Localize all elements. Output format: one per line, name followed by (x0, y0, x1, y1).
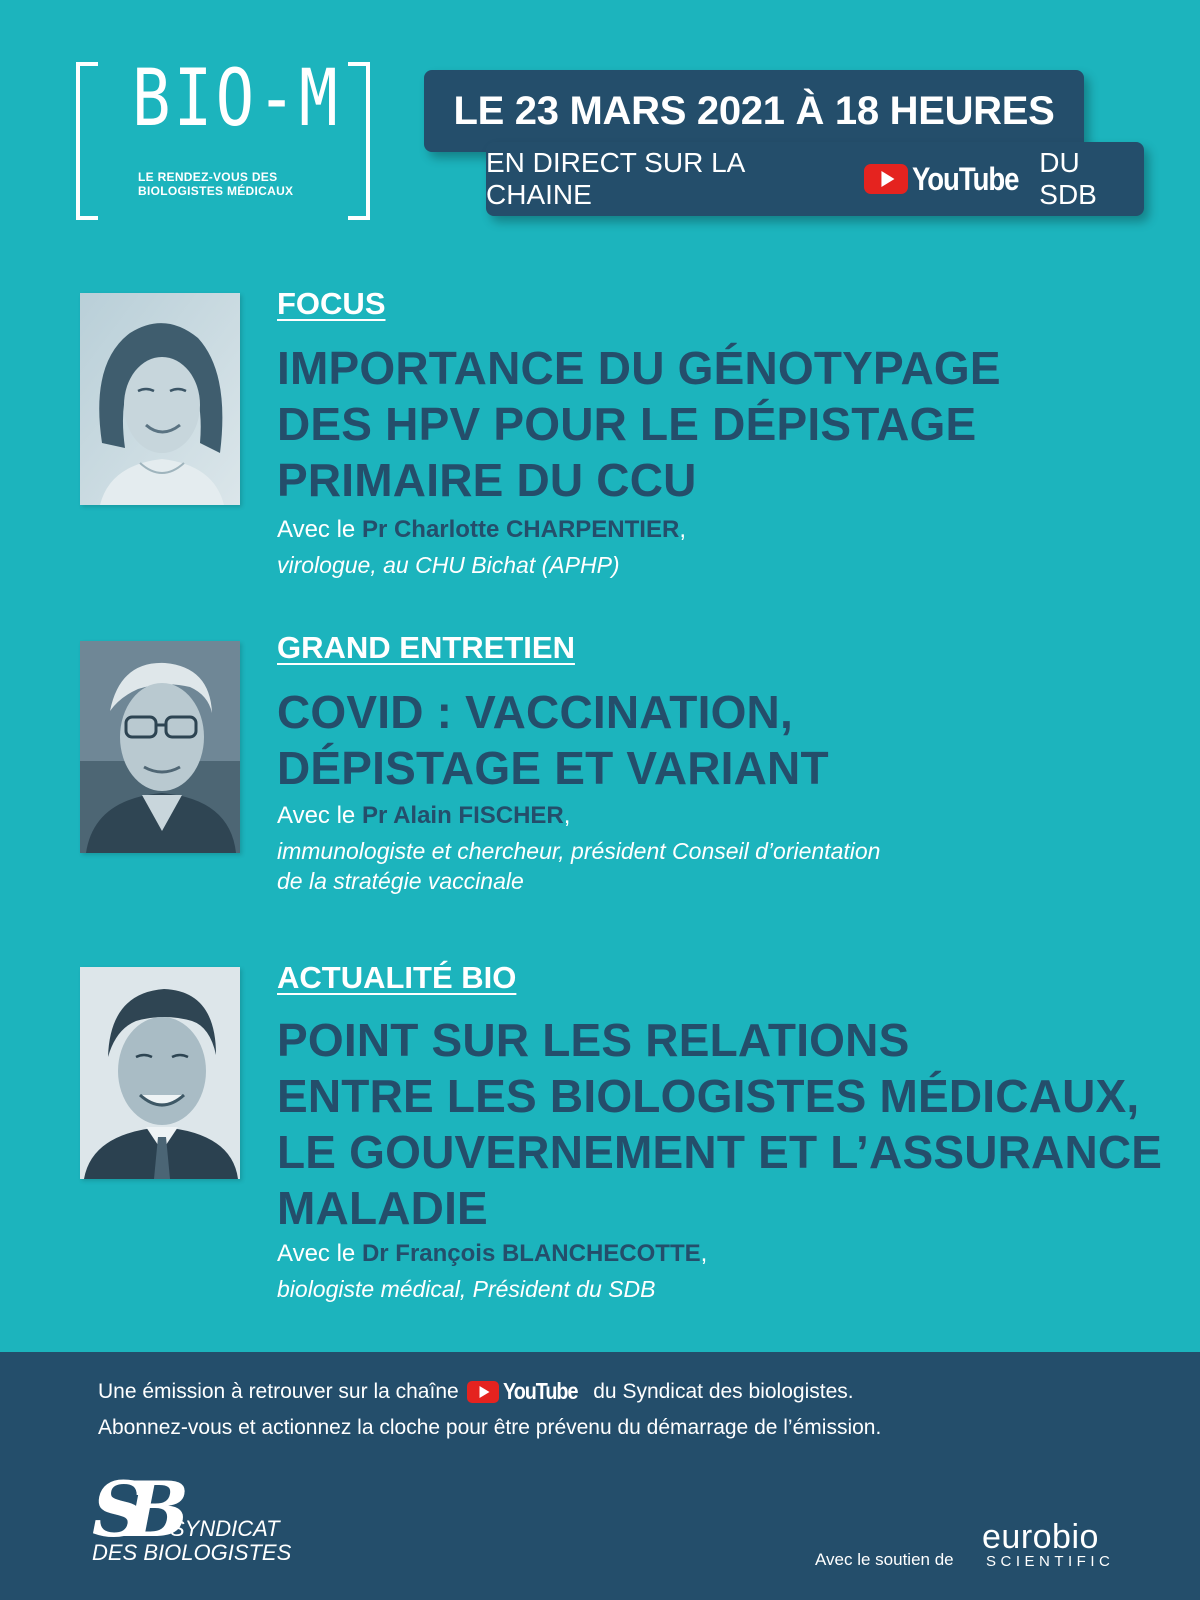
youtube-play-icon (864, 164, 908, 194)
footer-line-2 (98, 1416, 881, 1440)
speaker-line-grand-entretien (277, 800, 570, 832)
role-line: virologue, au CHU Bichat (APHP) (277, 552, 620, 578)
footer-line1-suffix: du Syndicat des biologistes. (593, 1379, 854, 1403)
youtube-wordmark: YouTube (911, 160, 1018, 197)
speaker-photo-charpentier (80, 293, 240, 505)
title-line: DES HPV POUR LE DÉPISTAGE (277, 398, 977, 450)
role-line: immunologiste et chercheur, président Conseil d’orientation (277, 838, 881, 864)
logo-subtitle-line2: BIOLOGISTES MÉDICAUX (138, 184, 294, 198)
logo-right-bracket (348, 62, 370, 220)
section-title-focus (277, 340, 1001, 508)
event-date: LE 23 MARS 2021 À 18 HEURES (453, 89, 1055, 133)
section-label-grand-entretien: GRAND ENTRETIEN (277, 630, 575, 665)
bio-m-logo (76, 54, 370, 214)
title-line: PRIMAIRE DU CCU (277, 454, 697, 506)
live-suffix: DU SDB (1039, 147, 1097, 210)
section-title-actualite-bio (277, 1012, 1162, 1236)
sdb-line2: DES BIOLOGISTES (92, 1540, 292, 1565)
speaker-name: Pr Charlotte CHARPENTIER (361, 516, 680, 543)
speaker-photo-fischer (80, 641, 240, 853)
eurobio-logo: eurobio (982, 1518, 1099, 1556)
footer-line1-prefix: Une émission à retrouver sur la chaîne (98, 1379, 459, 1403)
footer-youtube-logo (467, 1378, 586, 1405)
speaker-line-actualite-bio (277, 1238, 707, 1270)
with-prefix: Avec le (277, 1240, 362, 1267)
speaker-role-focus (277, 550, 620, 580)
date-banner (424, 70, 1084, 152)
speaker-line-focus (277, 514, 686, 546)
role-line: biologiste médical, Président du SDB (277, 1276, 656, 1302)
youtube-play-icon (467, 1381, 499, 1403)
footer (0, 1352, 1200, 1600)
sdb-line1: SYNDICAT (170, 1516, 280, 1541)
section-label-focus: FOCUS (277, 286, 386, 321)
logo-left-bracket (76, 62, 98, 220)
speaker-photo-blanchecotte (80, 967, 240, 1179)
footer-line2-text: Abonnez-vous et actionnez la cloche pour être prévenu du démarrage de l’émission. (98, 1416, 882, 1439)
role-line: de la stratégie vaccinale (277, 868, 524, 894)
speaker-role-actualite-bio (277, 1274, 655, 1304)
with-prefix: Avec le (277, 516, 362, 543)
with-suffix: , (700, 1240, 708, 1267)
title-line: LE GOUVERNEMENT ET L’ASSURANCE (277, 1126, 1163, 1178)
section-title-grand-entretien (277, 684, 829, 796)
youtube-wordmark: YouTube (502, 1378, 578, 1404)
title-line: MALADIE (277, 1182, 488, 1234)
speaker-name: Pr Alain FISCHER (361, 802, 564, 829)
logo-subtitle-line1: LE RENDEZ-VOUS DES (138, 170, 278, 184)
title-line: IMPORTANCE DU GÉNOTYPAGE (277, 342, 1001, 394)
with-suffix: , (563, 802, 571, 829)
eurobio-subtitle: SCIENTIFIC (986, 1553, 1115, 1570)
speaker-name: Dr François BLANCHECOTTE (361, 1240, 701, 1267)
live-prefix: EN DIRECT SUR LA CHAINE (486, 147, 744, 210)
logo-title: BIO-M (132, 54, 341, 144)
title-line: DÉPISTAGE ET VARIANT (277, 742, 829, 794)
section-label-actualite-bio: ACTUALITÉ BIO (277, 960, 517, 995)
support-text: Avec le soutien de (815, 1550, 954, 1569)
live-banner (486, 142, 1144, 216)
with-prefix: Avec le (277, 802, 362, 829)
syndicat-des-biologistes-logo (92, 1465, 292, 1582)
speaker-role-grand-entretien (277, 836, 880, 896)
footer-line-1 (98, 1378, 854, 1405)
title-line: POINT SUR LES RELATIONS (277, 1014, 910, 1066)
sdb-monogram-icon: SB (92, 1465, 168, 1554)
title-line: ENTRE LES BIOLOGISTES MÉDICAUX, (277, 1070, 1140, 1122)
title-line: COVID : VACCINATION, (277, 686, 793, 738)
logo-subtitle (138, 170, 293, 198)
with-suffix: , (679, 516, 686, 543)
youtube-logo (864, 161, 1030, 198)
